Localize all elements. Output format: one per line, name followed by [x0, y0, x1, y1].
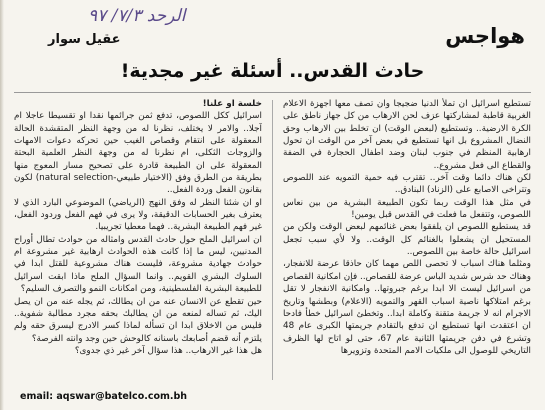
- paragraph: هل هذا غير الارهاب.. هذا سؤال آخر غير ذي جدوى؟: [74, 345, 262, 356]
- handwritten-date-note: [88, 6, 308, 28]
- paragraph: او ان شئنا النظر له وفق النهج (الرياضي) الموضوعي البارد الذي لا يعترف بغير الحسابات الدقيقة، ولا يرى في فهم الفعل وردود الفعل، غير فهم الطبيعة البشرية.. فهما معطيا تجريبيا.: [14, 197, 262, 233]
- column-divider: [272, 100, 273, 380]
- paragraph: ان اسرائيل الملح حول حادث القدس وامثاله من حوادث تطال أوراح المدنيين، ليس ما إذا كانت هذه الحوادث ارهابية غير مشروعة ام حوادث جهادية مشروعة، فليست هناك مشروعية للقتل ابدا في السلوك البشري القويم.. وانما السؤال الملح ماذا ابقت اسرائيل للطبيعة البشرية الفلسطينية، ومن امكانات النمو والتصرف السليم؟: [14, 234, 262, 295]
- author-name: عقيل سوار: [48, 32, 121, 47]
- paragraph: قد يستطيع اللصوص ان يلفقوا بعض غنائمهم لبعض الوقت ولكن من المستحيل ان يشعلوا بالغنائم كل الوقت.. ولا لأي سبب تجعل اسرائيل حالة خاصة بين اللصوص..: [283, 222, 531, 258]
- column-label: هواجس: [445, 24, 525, 48]
- paragraph: ومثلما هناك اسباب لا تحصى اللص مهما كان حاذقا عرضة للانفجار، وهناك حد شرس شديد الباس عرضة للقصاص.. فإن امكانية القصاص من اسرائيل ليست الا ابدا برغم جبروتها.. وامكانية الانفجار لا تقل برغم امتلاكها ناصية اسباب القهر والتمويه (الاعلام) وبطشها وتاريخ الاجرام انه لا جريمة متقنة وكاملة ابدا.. وتخطئ اسرائيل خطأ فادحا ان اعتقدت انها تستطيع ان تدفع بالتقادم جريمتها الكبرى عام 48 وتشرع في دفن جريمتها الثانية عام 67، حتى لو اتاح لها الظرف التاريخي للوصول الى ملكيات الامم المتحدة وتزويرها: [283, 259, 531, 356]
- paragraph: اسرائيل ككل اللصوص، تدفع ثمن جرائمها نقدا او تقسيطا عاجلا ام آجلا.. والامر لا يختلف، نظرنا له من وجهة النظر المتقشدة الحالة المعقولة على انتقام وقصاص الغيب حين تحركه دعوات الامهات والزوجات الثكلى، ام نظرنا له من وجهة النظر العلمية البحتة المعقولة على ان الطبيعة قادرة على تصحيح مسار المعوج منها بطريقة من الطرق وفق (الاختيار طبيعي-natural selection) لكون بقانون الفعل وردة الفعل..: [14, 111, 262, 196]
- article-column-right: [283, 98, 531, 380]
- article-headline: حادث القدس.. أسئلة غير مجدية!: [120, 60, 425, 82]
- paragraph: في مثل هذا الوقت ربما تكون الطبيعة البشرية من بين نعاس اللصوص، وتتفعل ما فعلت في القدس قبل يومين!: [283, 197, 531, 221]
- author-email: email: aqswar@batelco.com.bh: [20, 391, 188, 402]
- paragraph: تستطيع اسرائيل ان تملأ الدنيا ضجيجا وان تصف معها اجهزة الاعلام الغربية قاطبة لمشاركتها عزف لحن الارهاب من كل جهاز ناطق على الكرة الارضية.. وتستطيع (لبعض الوقت) ان تخلط بين الارهاب وحق النضال المشروع بل انها تستطيع في بعض آخر من الوقت ان تحول ارهابية المنظم في جنوب لبنان وضد اطفال الحجارة في الضفة والقطاع الى فعل مشروع..: [283, 99, 531, 171]
- subheading: خلسة او علنا!: [202, 99, 262, 109]
- paragraph: حين تقطع عن الانسان عنه من ان يطالك، ثم يجله عنه من ان يصل اليك، ثم تساله لمنعه من ان يطالبك بحقه مجرد مطالبة شفوية.. فليس من الاخلاق ابدا ان تسأله لماذا كسر الادرج ليسرق حقه ولم يلتزم أنه قضم أصابعك باسنانه كالوحش حين وجد وانته الفرصة؟: [14, 296, 262, 344]
- headline-divider: [14, 92, 531, 93]
- scan-edge: [0, 0, 4, 410]
- paragraph: لكن هناك دائما وقت آخر.. تقترب فيه حمية التمويه عند اللصوص وتتراخى الاصابع على (الزناد) البنادق..: [283, 173, 531, 196]
- handwritten-note-text: الرحد ٧/٣/ ٩٧: [88, 6, 186, 26]
- article-column-left: [14, 98, 262, 380]
